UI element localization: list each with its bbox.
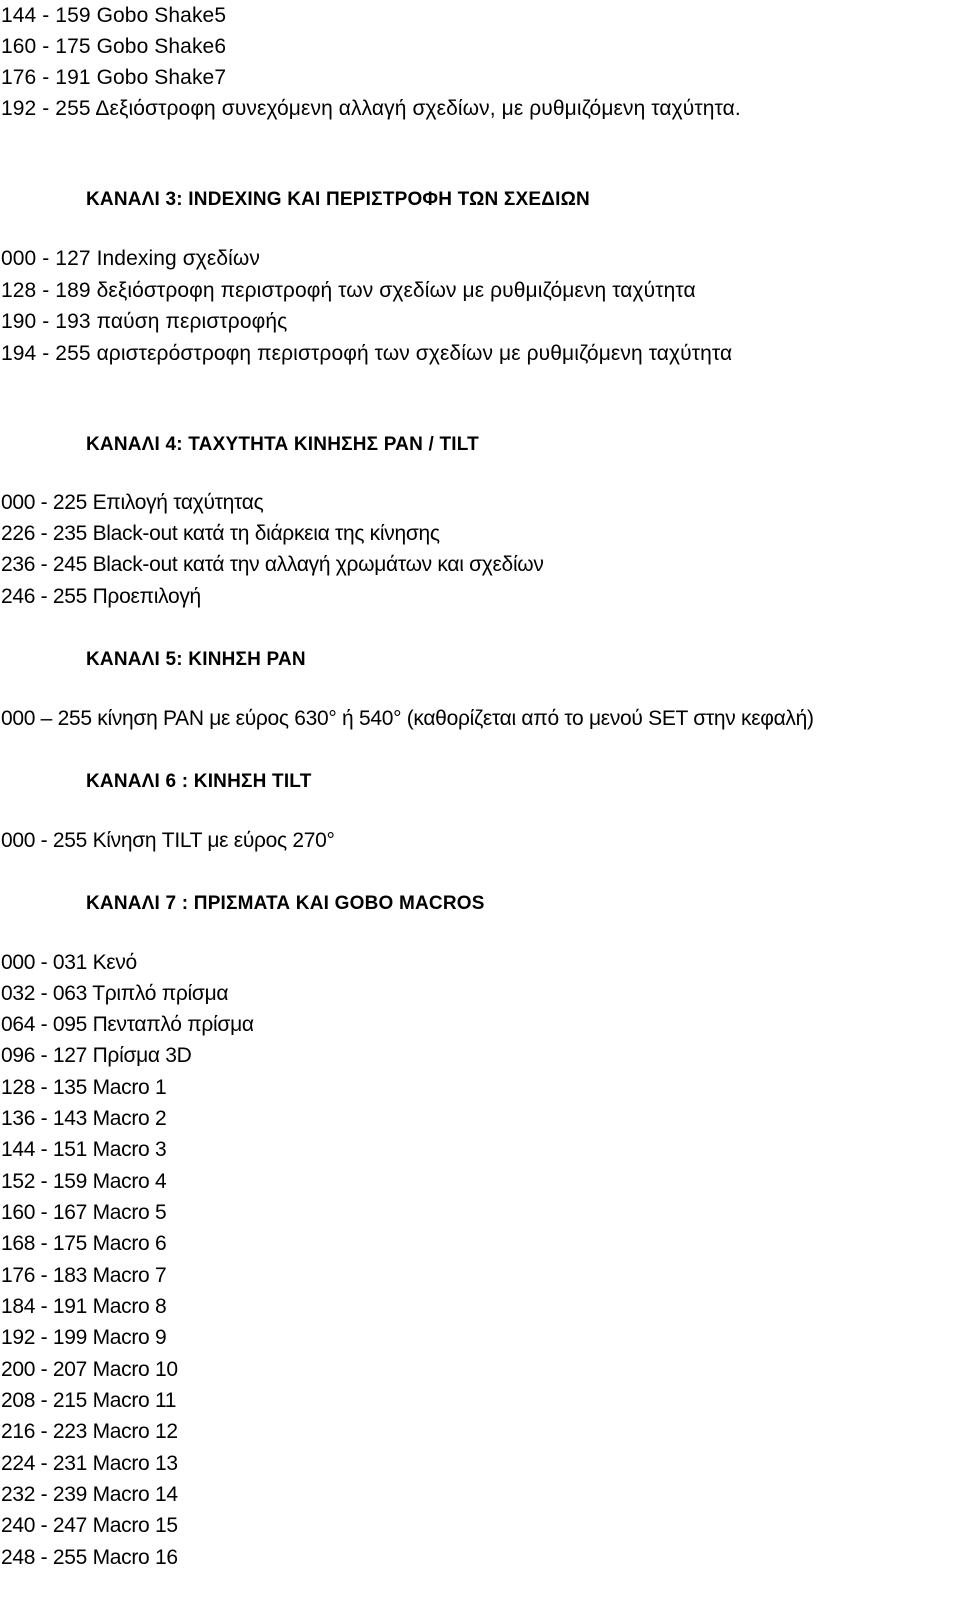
channel-value-line: 200 - 207 Macro 10 (1, 1358, 178, 1381)
channel-value-line: 168 - 175 Macro 6 (1, 1232, 167, 1255)
channel-value-line: 216 - 223 Macro 12 (1, 1420, 178, 1443)
channel-value-line: 240 - 247 Macro 15 (1, 1514, 178, 1537)
channel-value-line: 128 - 135 Macro 1 (1, 1076, 167, 1099)
channel-value-line: 032 - 063 Τριπλό πρίσμα (1, 982, 229, 1005)
channel-value-line: 144 - 151 Macro 3 (1, 1138, 167, 1161)
section-heading-channel-6: ΚΑΝΑΛΙ 6 : ΚΙΝΗΣΗ TILT (86, 771, 312, 792)
channel-value-line: 144 - 159 Gobo Shake5 (1, 4, 227, 27)
channel-value-line: 226 - 235 Black-out κατά τη διάρκεια της κίνησης (1, 522, 440, 545)
channel-value-line: 236 - 245 Black-out κατά την αλλαγή χρωμάτων και σχεδίων (1, 553, 544, 576)
channel-value-line: 136 - 143 Macro 2 (1, 1107, 167, 1130)
channel-value-line: 184 - 191 Macro 8 (1, 1295, 167, 1318)
channel-value-line: 194 - 255 αριστερόστροφη περιστροφή των σχεδίων με ρυθμιζόμενη ταχύτητα (1, 342, 733, 365)
channel-value-line: 160 - 167 Macro 5 (1, 1201, 167, 1224)
channel-value-line: 000 - 225 Επιλογή ταχύτητας (1, 491, 264, 514)
channel-value-line: 064 - 095 Πενταπλό πρίσμα (1, 1013, 254, 1036)
channel-value-line: 152 - 159 Macro 4 (1, 1170, 167, 1193)
channel-value-line: 190 - 193 παύση περιστροφής (1, 310, 288, 333)
channel-value-line: 192 - 199 Macro 9 (1, 1326, 167, 1349)
channel-value-line: 224 - 231 Macro 13 (1, 1452, 178, 1475)
channel-value-line: 176 - 191 Gobo Shake7 (1, 66, 227, 89)
section-heading-channel-4: ΚΑΝΑΛΙ 4: ΤΑΧΥΤΗΤΑ ΚΙΝΗΣΗΣ PAN / TILT (86, 434, 479, 455)
channel-value-line: 128 - 189 δεξιόστροφη περιστροφή των σχεδίων με ρυθμιζόμενη ταχύτητα (1, 279, 696, 302)
section-heading-channel-3: ΚΑΝΑΛΙ 3: INDEXING ΚΑΙ ΠΕΡΙΣΤΡΟΦΗ ΤΩΝ ΣΧΕΔΙΩΝ (86, 189, 590, 210)
channel-value-line: 192 - 255 Δεξιόστροφη συνεχόμενη αλλαγή σχεδίων, με ρυθμιζόμενη ταχύτητα. (1, 97, 741, 120)
channel-value-line: 248 - 255 Macro 16 (1, 1546, 178, 1569)
channel-value-line: 208 - 215 Macro 11 (1, 1389, 177, 1412)
channel-value-line: 232 - 239 Macro 14 (1, 1483, 178, 1506)
channel-value-line: 000 - 031 Κενό (1, 951, 137, 974)
channel-value-line: 000 - 127 Indexing σχεδίων (1, 247, 260, 270)
channel-value-line: 000 – 255 κίνηση PAN με εύρος 630° ή 540° (καθορίζεται από το μενού SET στην κεφαλή) (1, 707, 814, 730)
channel-value-line: 176 - 183 Macro 7 (1, 1264, 167, 1287)
channel-value-line: 246 - 255 Προεπιλογή (1, 585, 201, 608)
channel-value-line: 096 - 127 Πρίσμα 3D (1, 1044, 192, 1067)
section-heading-channel-5: ΚΑΝΑΛΙ 5: ΚΙΝΗΣΗ PAN (86, 649, 306, 670)
section-heading-channel-7: ΚΑΝΑΛΙ 7 : ΠΡΙΣΜΑΤΑ ΚΑΙ GOBO MACROS (86, 893, 485, 914)
channel-value-line: 160 - 175 Gobo Shake6 (1, 35, 227, 58)
channel-value-line: 000 - 255 Κίνηση TILT με εύρος 270° (1, 829, 335, 852)
